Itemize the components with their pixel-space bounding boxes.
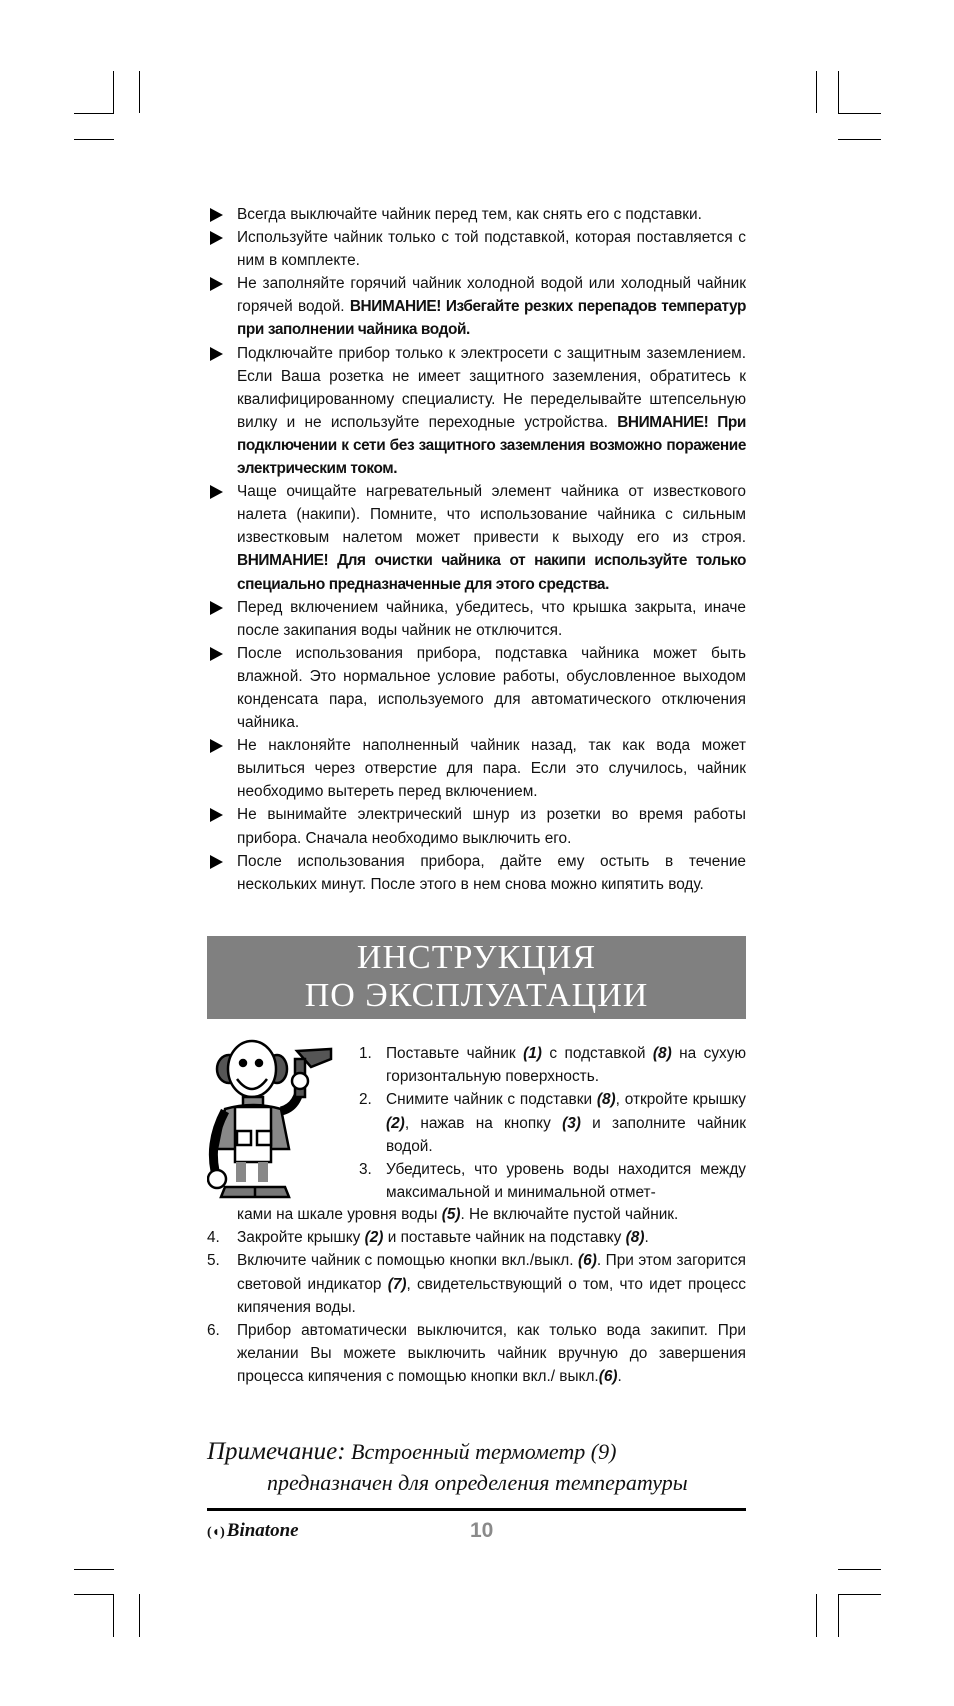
bullet-item xyxy=(210,596,746,642)
triangle-bullet-icon xyxy=(210,231,223,245)
crop-mark xyxy=(816,1594,817,1637)
crop-mark xyxy=(74,1569,114,1570)
text-segment: . Не включайте пустой чайник. xyxy=(460,1206,679,1223)
step-item xyxy=(207,1249,746,1319)
section-title-line1: ИНСТРУКЦИЯ xyxy=(356,939,597,976)
text-segment: ВНИМАНИЕ! Избегайте резких перепадов температур при заполнении чайника водой. xyxy=(237,298,747,339)
crop-mark xyxy=(838,1569,881,1570)
text-segment: Убедитесь, что уровень воды находится между максимальной и минимальной отмет- xyxy=(386,1161,746,1202)
triangle-bullet-icon xyxy=(210,647,223,661)
text-segment: Не заполняйте горячий чайник холодной водой или холодный чайник горячей водой. xyxy=(237,275,746,316)
logo-text: Binatone xyxy=(226,1520,299,1541)
text-segment: Не наклоняйте наполненный чайник назад, так как вода может вылиться через отверстие для пара. Если это случилось, чайник необходимо вытереть перед включением. xyxy=(237,737,746,801)
instruction-steps-1-3 xyxy=(359,1042,746,1204)
bullet-item xyxy=(210,203,746,226)
triangle-bullet-icon xyxy=(210,855,223,869)
bullet-item xyxy=(210,642,746,734)
step-number: 1. xyxy=(359,1045,372,1062)
text-segment: и поставьте чайник на подставку xyxy=(383,1229,626,1247)
crop-mark xyxy=(838,1594,881,1595)
note-text-line1: Встроенный термометр (9) xyxy=(345,1439,617,1464)
text-segment: Поставьте чайник xyxy=(386,1045,524,1062)
crop-mark xyxy=(838,1594,839,1637)
triangle-bullet-icon xyxy=(210,208,223,222)
crop-mark xyxy=(838,139,881,140)
step-number: 4. xyxy=(207,1229,220,1247)
text-segment: Не вынимайте электрический шнур из розетки во время работы прибора. Сначала необходимо выключить его. xyxy=(237,806,746,847)
triangle-bullet-icon xyxy=(210,277,223,291)
crop-mark xyxy=(139,71,140,113)
crop-mark xyxy=(838,71,839,113)
triangle-bullet-icon xyxy=(210,808,223,822)
crop-mark xyxy=(113,71,114,113)
text-segment: (8) xyxy=(596,1091,616,1109)
section-title-line2: ПО ЭКСПЛУАТАЦИИ xyxy=(304,977,649,1014)
text-segment: После использования прибора, подставка чайника может быть влажной. Это нормальное условие работы, обусловленное выходом конденсата пара, используемого для автоматического отключения чайника. xyxy=(237,644,746,732)
text-segment: (8) xyxy=(652,1045,672,1062)
step-item xyxy=(207,1203,746,1226)
text-segment: на сухую горизонтальную поверхность. xyxy=(386,1045,746,1086)
bullet-item xyxy=(210,803,746,849)
text-segment: (7) xyxy=(387,1275,407,1293)
safety-bullet-list xyxy=(210,203,746,896)
text-segment: (8) xyxy=(625,1229,645,1247)
text-segment: , откройте крышку xyxy=(615,1091,746,1109)
triangle-bullet-icon xyxy=(210,485,223,499)
page-number: 10 xyxy=(470,1519,494,1542)
text-segment: (3) xyxy=(562,1114,581,1132)
bullet-item xyxy=(210,342,746,481)
text-segment: Используйте чайник только с той подставкой, которая поставляется с ним в комплекте. xyxy=(237,229,746,270)
step-number: 3. xyxy=(359,1161,372,1179)
bullet-item xyxy=(210,850,746,896)
crop-mark xyxy=(838,113,881,114)
text-segment: , нажав на кнопку xyxy=(404,1114,563,1132)
text-segment: (6) xyxy=(578,1252,597,1270)
crop-mark xyxy=(74,113,114,114)
binatone-logo xyxy=(207,1520,299,1542)
step-number: 6. xyxy=(207,1322,220,1340)
text-segment: (1) xyxy=(523,1045,542,1062)
crop-mark xyxy=(113,1594,114,1637)
text-segment: . xyxy=(644,1229,649,1247)
crop-mark xyxy=(816,71,817,113)
text-segment: и заполните чайник водой. xyxy=(386,1114,746,1155)
logo-icon: (◖) xyxy=(207,1525,225,1540)
bullet-item xyxy=(210,272,746,341)
note-text-line2: предназначен для определения температуры xyxy=(267,1470,688,1495)
section-title-bar xyxy=(207,936,746,1019)
instruction-steps-3-6 xyxy=(207,1203,746,1389)
text-segment: Закройте крышку xyxy=(237,1229,365,1247)
text-segment: . xyxy=(617,1368,622,1386)
triangle-bullet-icon xyxy=(210,601,223,615)
text-segment: , свидетельствующий о том, что идет процесс кипячения воды. xyxy=(237,1275,747,1316)
text-segment: Включите чайник с помощью кнопки вкл./выкл. xyxy=(237,1252,579,1270)
text-segment: (6) xyxy=(598,1368,618,1386)
crop-mark xyxy=(74,1594,114,1595)
text-segment: Подключайте прибор только к электросети с защитным заземлением. Если Ваша розетка не имеет защитного заземления, обратитесь к квалифицированному специалисту. Не переделывайте штепсельную вилку и не используйте переходные устройства. xyxy=(237,344,746,431)
text-segment: (5) xyxy=(441,1206,461,1223)
note xyxy=(207,1436,747,1498)
bullet-item xyxy=(210,226,746,272)
triangle-bullet-icon xyxy=(210,347,223,361)
triangle-bullet-icon xyxy=(210,739,223,753)
handyman-illustration xyxy=(207,1039,352,1204)
text-segment: ками на шкале уровня воды xyxy=(237,1206,442,1223)
text-segment: Снимите чайник с подставки xyxy=(386,1091,597,1109)
step-item xyxy=(207,1319,746,1389)
bullet-item xyxy=(210,734,746,803)
text-segment: (2) xyxy=(364,1229,384,1247)
text-segment: (2) xyxy=(386,1114,405,1132)
step-number: 2. xyxy=(359,1091,372,1109)
text-segment: Чаще очищайте нагревательный элемент чайника от известкового налета (накипи). Помните, что использование чайника с сильным известковым налетом может привести к выходу его из строя. xyxy=(237,483,746,547)
text-segment: ВНИМАНИЕ! Для очистки чайника от накипи используйте только специально предназначенные для этого средства. xyxy=(237,552,746,593)
text-segment: Всегда выключайте чайник перед тем, как снять его с подставки. xyxy=(237,206,702,223)
crop-mark xyxy=(139,1594,140,1637)
text-segment: После использования прибора, дайте ему остыть в течение нескольких минут. После этого в нем снова можно кипятить воду. xyxy=(237,852,746,893)
text-segment: ВНИМАНИЕ! При подключении к сети без защитного заземления возможно поражение электрическим током. xyxy=(237,413,746,478)
step-item xyxy=(359,1158,746,1204)
note-label: Примечание: xyxy=(207,1438,346,1465)
text-segment: . При этом загорится световой индикатор xyxy=(237,1252,746,1293)
step-item xyxy=(359,1088,746,1158)
text-segment: Перед включением чайника, убедитесь, что крышка закрыта, иначе после закипания воды чайник не отключится. xyxy=(237,598,746,639)
footer-divider xyxy=(207,1508,746,1511)
step-number: 5. xyxy=(207,1252,220,1270)
text-segment: Прибор автоматически выключится, как только вода закипит. При желании Вы можете выключить чайник вручную до завершения процесса кипячения с помощью кнопки вкл./ выкл. xyxy=(237,1322,746,1386)
bullet-item xyxy=(210,480,746,595)
step-item xyxy=(359,1042,746,1088)
crop-mark xyxy=(74,139,114,140)
step-item xyxy=(207,1226,746,1249)
text-segment: с подставкой xyxy=(541,1045,653,1062)
